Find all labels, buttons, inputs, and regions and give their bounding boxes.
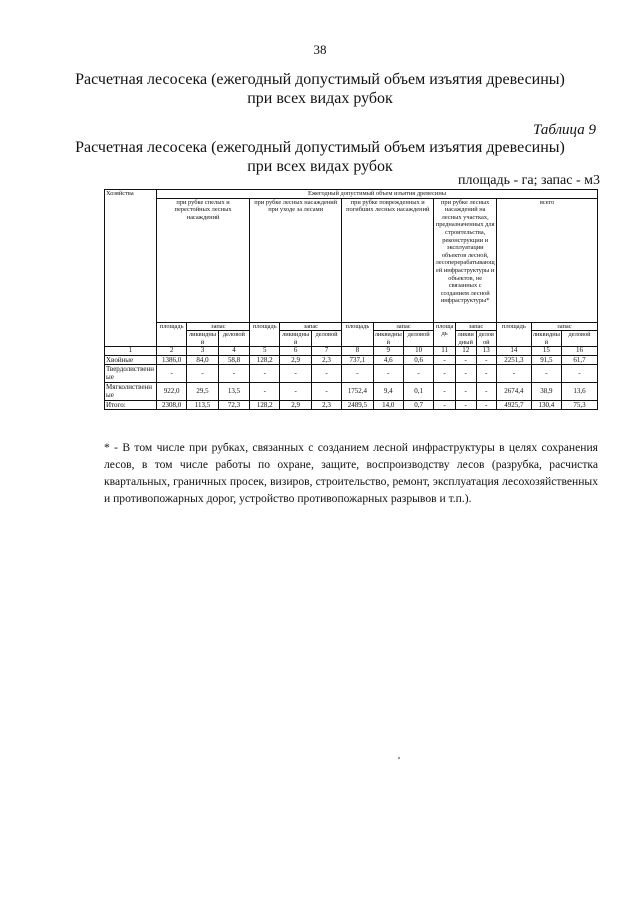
- header-farm: Хозяйства: [105, 190, 157, 347]
- column-number: 4: [218, 347, 249, 356]
- column-number: 12: [455, 347, 476, 356]
- header-row-3: [105, 322, 598, 331]
- column-number: 15: [531, 347, 561, 356]
- table-cell: 4,6: [373, 355, 403, 364]
- header-area-3: площадь: [342, 322, 373, 347]
- document-title: [0, 70, 640, 108]
- table-cell: -: [250, 382, 280, 400]
- column-number: 7: [311, 347, 341, 356]
- header-g1: при рубке спелых и перестойных лесных насаждений: [157, 198, 250, 322]
- table-cell: -: [476, 364, 497, 382]
- table-cell: -: [455, 382, 476, 400]
- table-row: [105, 400, 598, 409]
- table-cell: 29,5: [187, 382, 218, 400]
- header-area-5: площадь: [497, 322, 532, 347]
- column-number: 6: [280, 347, 311, 356]
- table-cell: -: [434, 364, 456, 382]
- header-business-3: деловой: [403, 331, 433, 347]
- table-cell: 0,6: [403, 355, 433, 364]
- table-title: [0, 138, 640, 176]
- table-cell: -: [455, 364, 476, 382]
- table-cell: -: [434, 355, 456, 364]
- row-label: Хвойные: [105, 355, 157, 364]
- header-stock-2: запас: [280, 322, 342, 331]
- table-cell: -: [476, 382, 497, 400]
- column-number: 9: [373, 347, 403, 356]
- table-cell: 61,7: [562, 355, 598, 364]
- table-cell: -: [311, 382, 341, 400]
- table-cell: -: [311, 364, 341, 382]
- table-cell: 0,1: [403, 382, 433, 400]
- header-stock-1: запас: [187, 322, 250, 331]
- table-cell: 922,0: [157, 382, 187, 400]
- header-g5: всего: [497, 198, 598, 322]
- table-cell: 72,3: [218, 400, 249, 409]
- table-cell: 2251,3: [497, 355, 532, 364]
- table-cell: 2,3: [311, 400, 341, 409]
- header-g3: при рубке поврежденных и погибших лесных насаждений: [342, 198, 434, 322]
- table-cell: 128,2: [250, 400, 280, 409]
- header-stock-5: запас: [531, 322, 597, 331]
- table-title-line-1: Расчетная лесосека (ежегодный допустимый объем изъятия древесины): [75, 139, 565, 156]
- column-number: 11: [434, 347, 456, 356]
- table-cell: -: [434, 382, 456, 400]
- table-cell: -: [280, 382, 311, 400]
- table-cell: -: [497, 364, 532, 382]
- scan-speck: [398, 757, 400, 759]
- header-liquid-4: ликвидный: [455, 331, 476, 347]
- header-g4: при рубке лесных насаждений на лесных участках, предназначенных для строительства, реконструкции и эксплуатации объектов лесной, лесоперерабатывающей инфраструктуры и объектов, не связанных с созданием лесной инфраструктуры*: [434, 198, 497, 322]
- table-cell: 2308,0: [157, 400, 187, 409]
- header-group: Ежегодный допустимый объем изъятия древесины: [157, 190, 598, 199]
- column-number: 16: [562, 347, 598, 356]
- header-liquid-2: ликвидный: [280, 331, 311, 347]
- table-cell: -: [476, 355, 497, 364]
- table-cell: 2,9: [280, 355, 311, 364]
- header-liquid-1: ликвидный: [187, 331, 218, 347]
- title-line-1: Расчетная лесосека (ежегодный допустимый объем изъятия древесины): [75, 71, 565, 88]
- header-stock-3: запас: [373, 322, 434, 331]
- table-cell: 2674,4: [497, 382, 532, 400]
- table-cell: 9,4: [373, 382, 403, 400]
- table-cell: 4925,7: [497, 400, 532, 409]
- header-liquid-3: ликвидный: [374, 331, 402, 346]
- row-label: Итого:: [105, 400, 157, 409]
- table-row: [105, 355, 598, 364]
- table-cell: 1752,4: [342, 382, 373, 400]
- table-row: [105, 382, 598, 400]
- column-number: 2: [157, 347, 187, 356]
- table-cell: -: [434, 400, 456, 409]
- table-cell: -: [157, 364, 187, 382]
- table-cell: -: [187, 364, 218, 382]
- table-cell: 58,8: [218, 355, 249, 364]
- table-cell: -: [531, 364, 561, 382]
- page-number: 38: [313, 42, 327, 57]
- header-business-2: деловой: [311, 331, 341, 347]
- table-cell: -: [476, 400, 497, 409]
- table-label: Таблица 9: [533, 122, 596, 138]
- table-title-line-2: при всех видах рубок: [247, 158, 393, 175]
- table-cell: -: [250, 364, 280, 382]
- table-cell: 2489,5: [342, 400, 373, 409]
- table-cell: -: [562, 364, 598, 382]
- table-row: [105, 364, 598, 382]
- header-area-4: площадь: [434, 322, 456, 347]
- table-cell: 128,2: [250, 355, 280, 364]
- table-cell: 13,5: [218, 382, 249, 400]
- table-cell: -: [455, 400, 476, 409]
- row-label: Твердолиственные: [105, 364, 157, 382]
- table-cell: -: [455, 355, 476, 364]
- logging-table: [104, 189, 598, 410]
- row-label: Мягколиственные: [105, 382, 157, 400]
- column-number: 3: [187, 347, 218, 356]
- table-cell: 84,0: [187, 355, 218, 364]
- table-cell: 0,7: [403, 400, 433, 409]
- header-business-5: деловой: [562, 331, 598, 347]
- table-cell: 130,4: [531, 400, 561, 409]
- header-area-2: площадь: [250, 322, 280, 347]
- table-cell: 737,1: [342, 355, 373, 364]
- column-numbers-row: [105, 347, 598, 356]
- column-number: 10: [403, 347, 433, 356]
- table-cell: -: [218, 364, 249, 382]
- header-business-4: деловой: [476, 331, 497, 347]
- header-area-1: площадь: [157, 322, 187, 347]
- column-number: 1: [105, 347, 157, 356]
- title-line-2: при всех видах рубок: [247, 90, 393, 107]
- table-cell: -: [373, 364, 403, 382]
- table-cell: 2,3: [311, 355, 341, 364]
- header-g2: при рубке лесных насаждений при уходе за лесами: [250, 198, 342, 322]
- table-cell: -: [280, 364, 311, 382]
- table-cell: 113,5: [187, 400, 218, 409]
- column-number: 14: [497, 347, 532, 356]
- header-row-1: [105, 190, 598, 199]
- table-cell: -: [403, 364, 433, 382]
- header-stock-4: запас: [455, 322, 496, 331]
- header-business-1: деловой: [218, 331, 249, 347]
- table-cell: 38,9: [531, 382, 561, 400]
- units-note: площадь - га; запас - м3: [458, 173, 600, 188]
- table-cell: 13,6: [562, 382, 598, 400]
- footnote: * - В том числе при рубках, связанных с созданием лесной инфраструктуры в целях сохранения лесов, в том числе работы по охране, защите, воспроизводству лесов (разрубка, расчистка квартальных, граничных просек, визиров, строительство, ремонт, эксплуатация лесохозяйственных и противопожарных дорог, устройство противопожарных разрывов и т.п.).: [104, 441, 598, 505]
- table-cell: 1386,0: [157, 355, 187, 364]
- header-liquid-5: ликвидный: [532, 331, 560, 346]
- column-number: 5: [250, 347, 280, 356]
- table-cell: -: [342, 364, 373, 382]
- table-cell: 14,0: [373, 400, 403, 409]
- table-cell: 2,9: [280, 400, 311, 409]
- table-cell: 75,3: [562, 400, 598, 409]
- table-cell: 91,5: [531, 355, 561, 364]
- column-number: 8: [342, 347, 373, 356]
- column-number: 13: [476, 347, 497, 356]
- table-body: [105, 355, 598, 409]
- header-row-2: [105, 198, 598, 322]
